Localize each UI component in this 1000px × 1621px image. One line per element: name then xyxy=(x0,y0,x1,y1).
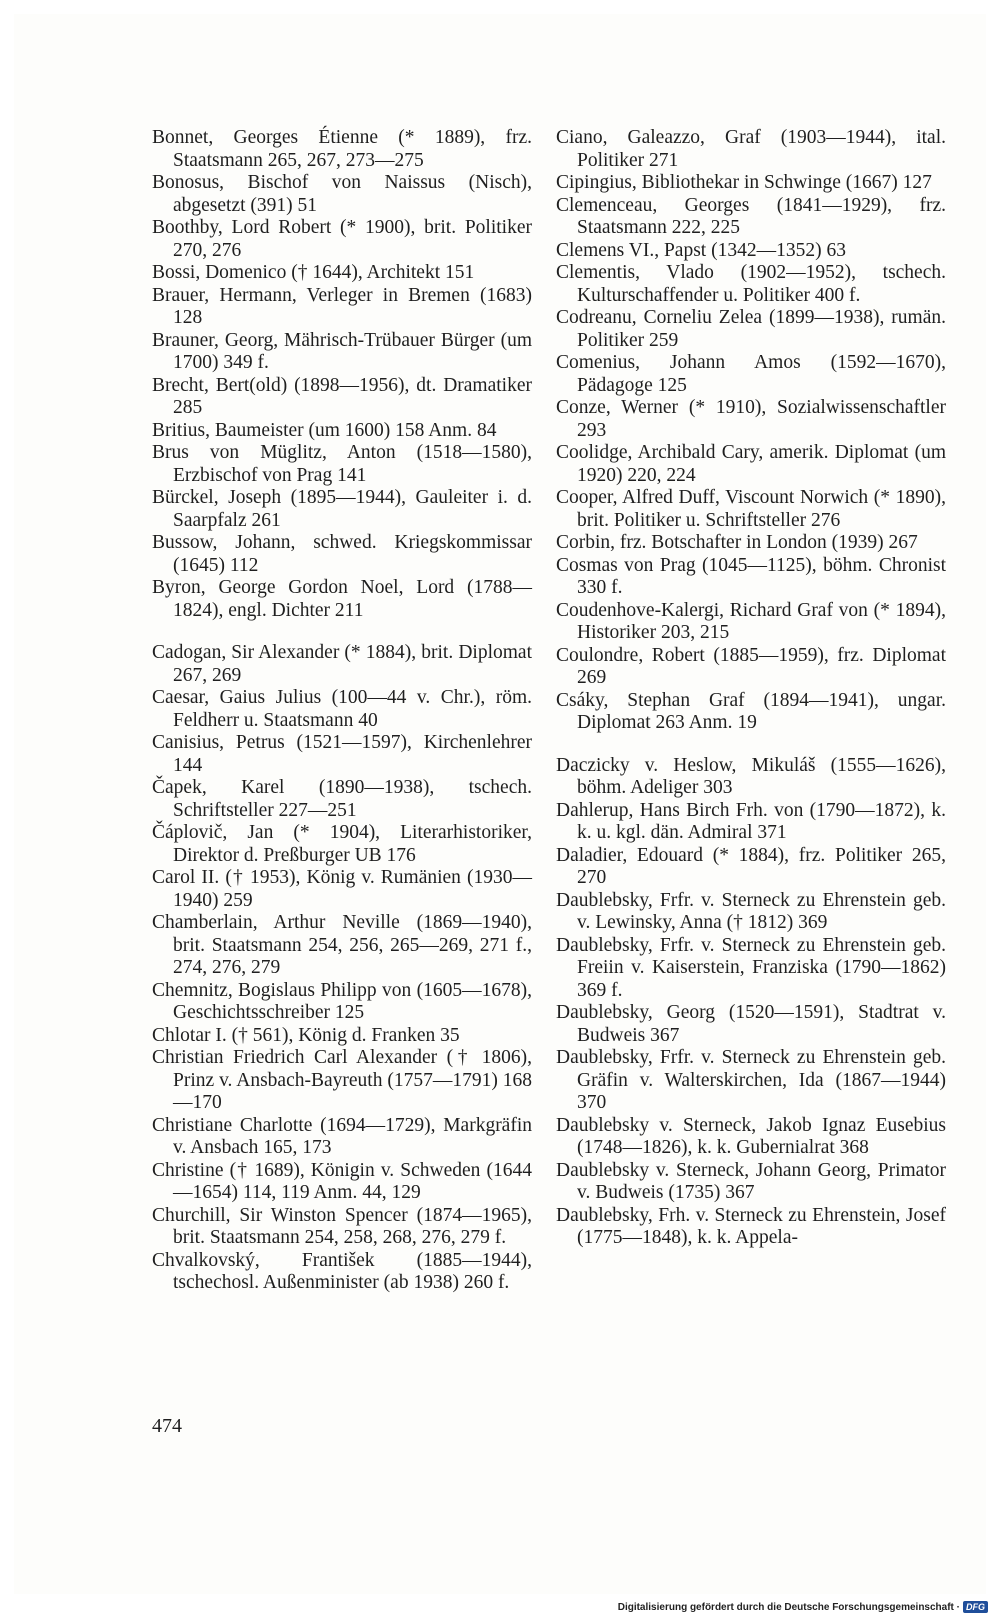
footer-text: Digitalisierung gefördert durch die Deutsche Forschungsgemeinschaft · xyxy=(617,1601,960,1613)
index-entry: Chamberlain, Arthur Neville (1869—1940), brit. Staatsmann 254, 256, 265—269, 271 f., 274, 276, 279 xyxy=(152,912,532,978)
index-entry: Coolidge, Archibald Cary, amerik. Diplomat (um 1920) 220, 224 xyxy=(556,442,946,486)
index-entry: Codreanu, Corneliu Zelea (1899—1938), rumän. Politiker 259 xyxy=(556,307,946,351)
index-entry: Clemenceau, Georges (1841—1929), frz. Staatsmann 222, 225 xyxy=(556,194,946,238)
index-entry: Churchill, Sir Winston Spencer (1874—1965), brit. Staatsmann 254, 258, 268, 276, 279 f. xyxy=(152,1204,532,1248)
index-column-left xyxy=(152,127,532,1295)
index-entry: Dahlerup, Hans Birch Frh. von (1790—1872), k. k. u. kgl. dän. Admiral 371 xyxy=(556,799,946,843)
index-entry: Daublebsky v. Sterneck, Johann Georg, Primator v. Budweis (1735) 367 xyxy=(556,1159,946,1203)
index-entry: Daublebsky, Frfr. v. Sterneck zu Ehrenstein geb. Gräfin v. Walterskirchen, Ida (1867—1944) 370 xyxy=(556,1047,946,1113)
index-column-right xyxy=(556,127,946,1250)
index-entry: Christiane Charlotte (1694—1729), Markgräfin v. Ansbach 165, 173 xyxy=(152,1114,532,1158)
index-entry: Britius, Baumeister (um 1600) 158 Anm. 84 xyxy=(152,419,497,441)
index-entry: Daublebsky, Frfr. v. Sterneck zu Ehrenstein geb. v. Lewinsky, Anna († 1812) 369 xyxy=(556,889,946,933)
index-entry: Bonnet, Georges Étienne (* 1889), frz. Staatsmann 265, 267, 273—275 xyxy=(152,127,532,171)
page-number: 474 xyxy=(152,1415,182,1437)
index-entry: Daublebsky, Georg (1520—1591), Stadtrat v. Budweis 367 xyxy=(556,1002,946,1046)
index-entry: Ciano, Galeazzo, Graf (1903—1944), ital. Politiker 271 xyxy=(556,127,946,171)
index-entry: Brus von Müglitz, Anton (1518—1580), Erzbischof von Prag 141 xyxy=(152,442,532,486)
index-entry: Čapek, Karel (1890—1938), tschech. Schriftsteller 227—251 xyxy=(152,777,532,821)
index-entry: Clemens VI., Papst (1342—1352) 63 xyxy=(556,239,846,261)
index-entry: Brauer, Hermann, Verleger in Bremen (1683) 128 xyxy=(152,284,532,328)
index-entry: Bossi, Domenico († 1644), Architekt 151 xyxy=(152,262,475,283)
index-entry: Daublebsky v. Sterneck, Jakob Ignaz Eusebius (1748—1826), k. k. Gubernialrat 368 xyxy=(556,1114,946,1158)
index-entry: Carol II. († 1953), König v. Rumänien (1930—1940) 259 xyxy=(152,867,532,911)
index-entry: Bussow, Johann, schwed. Kriegskommissar (1645) 112 xyxy=(152,532,532,576)
index-entry: Chemnitz, Bogislaus Philipp von (1605—1678), Geschichtsschreiber 125 xyxy=(152,979,532,1023)
digitization-footer xyxy=(618,1601,988,1613)
index-entry: Daublebsky, Frfr. v. Sterneck zu Ehrenstein geb. Freiin v. Kaiserstein, Franziska (1790—1862) 369 f. xyxy=(556,934,946,1001)
index-entry: Clementis, Vlado (1902—1952), tschech. Kulturschaffender u. Politiker 400 f. xyxy=(556,262,946,306)
index-entry: Chvalkovský, František (1885—1944), tschechosl. Außenminister (ab 1938) 260 f. xyxy=(152,1249,532,1293)
index-entry: Cadogan, Sir Alexander (* 1884), brit. Diplomat 267, 269 xyxy=(152,642,532,686)
index-entry: Bonosus, Bischof von Naissus (Nisch), abgesetzt (391) 51 xyxy=(152,172,532,216)
index-entry: Corbin, frz. Botschafter in London (1939) 267 xyxy=(556,532,918,553)
index-entry: Byron, George Gordon Noel, Lord (1788—1824), engl. Dichter 211 xyxy=(152,577,532,621)
index-entry: Daublebsky, Frh. v. Sterneck zu Ehrenstein, Josef (1775—1848), k. k. Appela- xyxy=(556,1204,946,1248)
index-entry: Comenius, Johann Amos (1592—1670), Pädagoge 125 xyxy=(556,352,946,396)
index-entry: Daczicky v. Heslow, Mikuláš (1555—1626), böhm. Adeliger 303 xyxy=(556,754,946,798)
index-entry: Cipingius, Bibliothekar in Schwinge (1667) 127 xyxy=(556,172,932,193)
index-entry: Coulondre, Robert (1885—1959), frz. Diplomat 269 xyxy=(556,644,946,688)
index-entry: Canisius, Petrus (1521—1597), Kirchenlehrer 144 xyxy=(152,732,532,776)
dfg-logo-icon: DFG xyxy=(963,1601,988,1613)
index-entry: Christine († 1689), Königin v. Schweden (1644—1654) 114, 119 Anm. 44, 129 xyxy=(152,1159,532,1203)
index-entry: Boothby, Lord Robert (* 1900), brit. Politiker 270, 276 xyxy=(152,217,532,261)
index-entry: Brecht, Bert(old) (1898—1956), dt. Dramatiker 285 xyxy=(152,374,532,418)
index-entry: Bürckel, Joseph (1895—1944), Gauleiter i. d. Saarpfalz 261 xyxy=(152,487,532,531)
index-entry: Coudenhove-Kalergi, Richard Graf von (* 1894), Historiker 203, 215 xyxy=(556,599,946,643)
index-entry: Brauner, Georg, Mährisch-Trübauer Bürger (um 1700) 349 f. xyxy=(152,329,532,373)
index-entry: Cooper, Alfred Duff, Viscount Norwich (* 1890), brit. Politiker u. Schriftsteller 276 xyxy=(556,487,946,531)
index-entry: Cosmas von Prag (1045—1125), böhm. Chronist 330 f. xyxy=(556,554,946,598)
index-entry: Csáky, Stephan Graf (1894—1941), ungar. Diplomat 263 Anm. 19 xyxy=(556,689,946,733)
index-entry: Christian Friedrich Carl Alexander († 1806), Prinz v. Ansbach-Bayreuth (1757—1791) 168—170 xyxy=(152,1047,532,1113)
index-entry: Daladier, Edouard (* 1884), frz. Politiker 265, 270 xyxy=(556,844,946,888)
index-entry: Čáplovič, Jan (* 1904), Literarhistoriker, Direktor d. Preßburger UB 176 xyxy=(152,822,532,866)
index-entry: Chlotar I. († 561), König d. Franken 35 xyxy=(152,1024,460,1046)
index-entry: Conze, Werner (* 1910), Sozialwissenschaftler 293 xyxy=(556,397,946,441)
index-entry: Caesar, Gaius Julius (100—44 v. Chr.), röm. Feldherr u. Staatsmann 40 xyxy=(152,687,532,731)
